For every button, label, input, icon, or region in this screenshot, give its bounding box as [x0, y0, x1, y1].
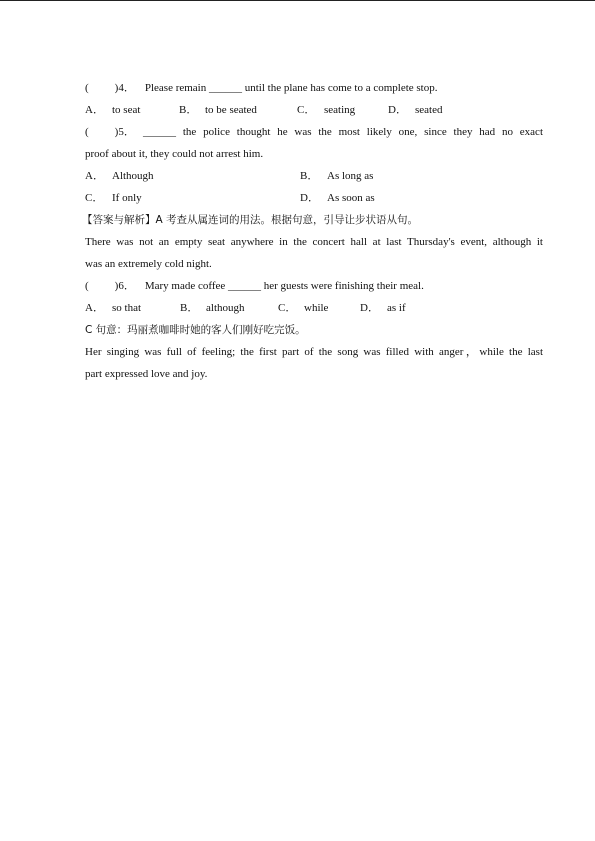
question-5-options-row-2 — [85, 187, 543, 209]
question-4-stem — [85, 77, 543, 99]
answer-explanation: 【答案与解析】A 考查从属连词的用法。根据句意，引导让步状语从句。 — [82, 214, 419, 226]
answer-paren-close: ) — [114, 82, 119, 94]
question-number: 6． — [118, 280, 135, 292]
question-6-options — [85, 297, 543, 319]
option-b: B． although — [180, 302, 245, 314]
question-stem: Mary made coffee ______ her guests were finishing their meal. — [144, 280, 424, 292]
option-b: B． As long as — [300, 170, 374, 182]
option-d: D． As soon as — [300, 192, 375, 204]
option-c: C． seating — [297, 104, 356, 116]
page-top-rule — [0, 0, 595, 1]
question-stem: Please remain ______ until the plane has come to a complete stop. — [144, 82, 438, 94]
answer-explanation: C 句意：玛丽煮咖啡时她的客人们刚好吃完饭。 — [85, 324, 306, 336]
question-6-stem — [85, 275, 543, 297]
answer-paren-close: ) — [114, 126, 119, 138]
question-number: 5． — [118, 126, 135, 138]
document-page — [82, 77, 543, 385]
question-number: 4． — [118, 82, 135, 94]
option-c: C． while — [278, 302, 329, 314]
question-4-options — [85, 99, 543, 121]
option-d: D． seated — [388, 104, 443, 116]
question-stem: ______ the police thought he was the most likely one, since they had no exact — [143, 126, 543, 138]
answer-paren-open: ( — [85, 82, 89, 94]
option-a: A． Although — [85, 170, 154, 182]
option-c: C． If only — [85, 192, 142, 204]
answer-paren-open: ( — [85, 126, 89, 138]
example-sentence-continued: part expressed love and joy. — [85, 368, 208, 380]
example-sentence: Her singing was full of feeling; the first part of the song was filled with anger，while the last — [85, 346, 543, 358]
question-5-stem — [85, 121, 543, 143]
option-d: D． as if — [360, 302, 406, 314]
option-a: A． so that — [85, 302, 142, 314]
answer-paren-close: ) — [114, 280, 119, 292]
option-a: A． to seat — [85, 104, 141, 116]
question-5-stem-continued: proof about it, they could not arrest him. — [85, 148, 264, 160]
option-b: B． to be seated — [179, 104, 257, 116]
answer-paren-open: ( — [85, 280, 89, 292]
example-sentence: There was not an empty seat anywhere in the concert hall at last Thursday's event, although it — [85, 236, 543, 248]
example-sentence-continued: was an extremely cold night. — [85, 258, 212, 270]
question-5-options-row-1 — [85, 165, 543, 187]
